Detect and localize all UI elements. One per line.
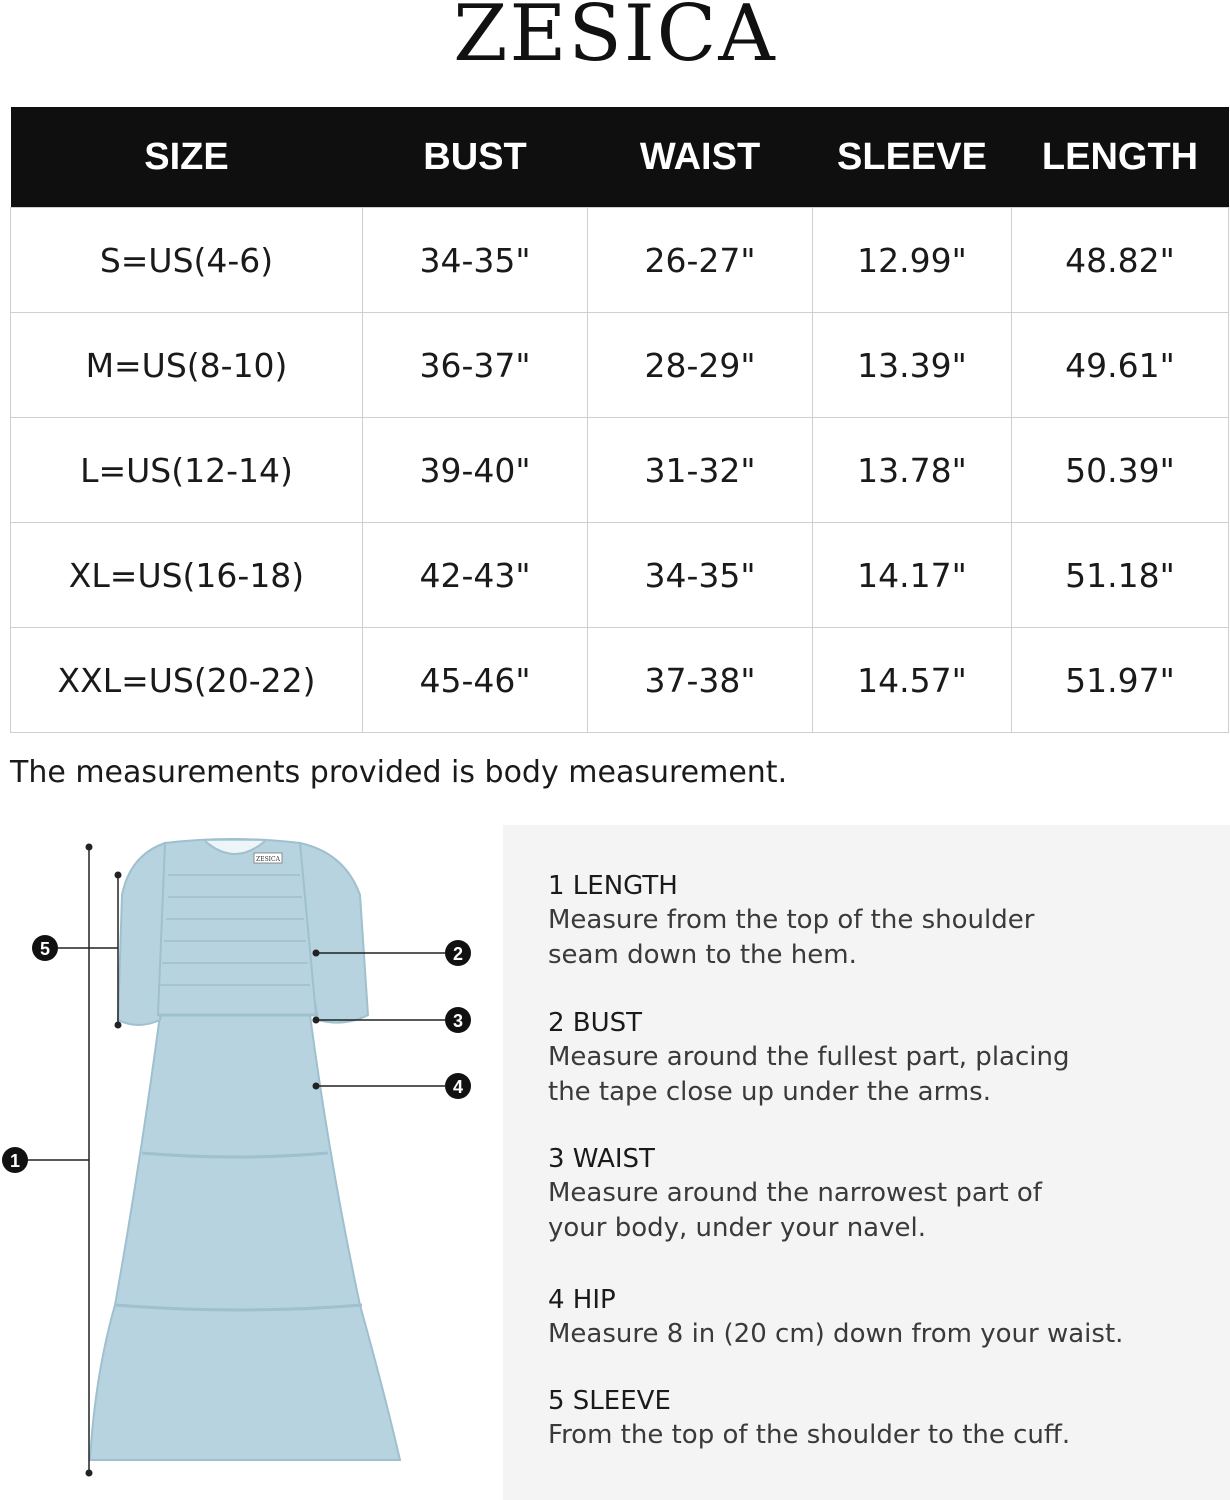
svg-text:4: 4 [452,1077,464,1097]
guide-description: Measure 8 in (20 cm) down from your waist. [548,1319,1124,1349]
guide-title: 1 LENGTH [548,871,678,901]
cell-bust: 42-43" [363,523,588,628]
guide-title: 3 WAIST [548,1144,655,1174]
cell-sleeve: 12.99" [813,208,1012,313]
cell-length: 49.61" [1012,313,1229,418]
cell-length: 51.18" [1012,523,1229,628]
cell-size: L=US(12-14) [11,418,363,523]
marker-3-icon [445,1007,471,1033]
svg-text:2: 2 [452,944,464,964]
cell-sleeve: 14.57" [813,628,1012,733]
guide-description: From the top of the shoulder to the cuff. [548,1420,1071,1450]
sleeve-guide-line [58,875,118,1025]
table-header-row [11,107,1229,208]
svg-text:3: 3 [452,1011,464,1031]
table-row [11,418,1229,523]
marker-1-icon [2,1147,28,1173]
header-size: SIZE [11,107,363,208]
cell-bust: 45-46" [363,628,588,733]
guide-item-length [548,869,1208,973]
cell-waist: 34-35" [588,523,813,628]
measurement-note: The measurements provided is body measurement. [10,755,788,790]
guide-item-sleeve [548,1384,1208,1453]
cell-waist: 37-38" [588,628,813,733]
cell-bust: 36-37" [363,313,588,418]
cell-sleeve: 14.17" [813,523,1012,628]
cell-size: S=US(4-6) [11,208,363,313]
dress-tag-label: ZESICA [256,856,280,863]
cell-size: M=US(8-10) [11,313,363,418]
cell-sleeve: 13.78" [813,418,1012,523]
guide-description: Measure around the fullest part, placing the tape close up under the arms. [548,1042,1070,1107]
marker-2-icon [445,940,471,966]
guide-title: 2 BUST [548,1008,643,1038]
dress-illustration [90,839,400,1460]
table-row [11,208,1229,313]
marker-4-icon [445,1073,471,1099]
brand-logo: ZESICA [453,0,777,79]
cell-length: 48.82" [1012,208,1229,313]
cell-waist: 28-29" [588,313,813,418]
guide-description: Measure from the top of the shoulder seam down to the hem. [548,905,1035,970]
cell-bust: 39-40" [363,418,588,523]
guide-title: 5 SLEEVE [548,1386,671,1416]
dress-measurement-figure [0,835,500,1495]
cell-length: 50.39" [1012,418,1229,523]
cell-sleeve: 13.39" [813,313,1012,418]
guide-item-hip [548,1283,1208,1352]
cell-waist: 31-32" [588,418,813,523]
header-bust: BUST [363,107,588,208]
table-row [11,628,1229,733]
guide-title: 4 HIP [548,1285,616,1315]
guide-description: Measure around the narrowest part of your body, under your navel. [548,1178,1042,1243]
cell-size: XL=US(16-18) [11,523,363,628]
guide-item-bust [548,1006,1208,1110]
marker-5-icon [32,935,58,961]
header-length: LENGTH [1012,107,1229,208]
cell-length: 51.97" [1012,628,1229,733]
svg-text:1: 1 [9,1151,21,1171]
cell-waist: 26-27" [588,208,813,313]
cell-size: XXL=US(20-22) [11,628,363,733]
header-sleeve: SLEEVE [813,107,1012,208]
cell-bust: 34-35" [363,208,588,313]
size-chart-table [10,107,1229,733]
svg-text:5: 5 [39,939,51,959]
header-waist: WAIST [588,107,813,208]
measurement-guide-panel [503,825,1230,1500]
table-row [11,523,1229,628]
table-row [11,313,1229,418]
guide-item-waist [548,1142,1208,1246]
